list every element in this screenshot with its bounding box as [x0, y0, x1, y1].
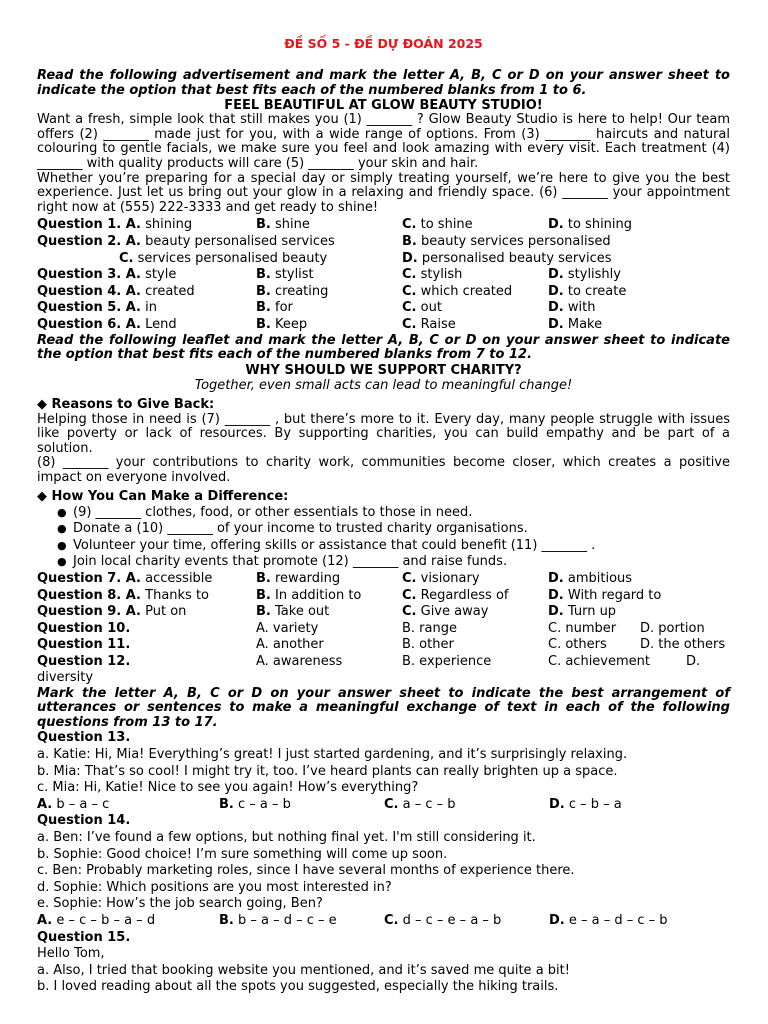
- dialogue-line: c. Mia: Hi, Katie! Nice to see you again! How’s everything?: [37, 780, 419, 796]
- option-b: rewarding: [275, 571, 341, 587]
- option-d: to shining: [567, 217, 633, 233]
- option-c: to shine: [420, 217, 473, 233]
- dialogue-line: a. Katie: Hi, Mia! Everything’s great! I just started gardening, and it’s surprisingly relaxing.: [37, 746, 628, 762]
- option-b: B. range: [402, 620, 457, 636]
- option-a: in: [145, 300, 157, 316]
- exam-page: [37, 30, 730, 996]
- option-a: style: [145, 267, 177, 283]
- dialogue-line: c. Ben: Probably marketing roles, since I have several months of experience there.: [37, 863, 575, 879]
- option-d: With regard to: [567, 587, 662, 603]
- option-b: creating: [275, 283, 329, 299]
- option-d-continued: diversity: [37, 669, 94, 685]
- option-d: Make: [567, 316, 603, 332]
- how-heading: ◆ How You Can Make a Difference:: [37, 488, 289, 504]
- option-c: a – c – b: [402, 796, 456, 812]
- option-d: with: [567, 300, 596, 316]
- exam-title: ĐỀ SỐ 5 - ĐỀ DỰ ĐOÁN 2025: [284, 36, 483, 51]
- dialogue-line: d. Sophie: Which positions are you most interested in?: [37, 879, 392, 895]
- option-c: C. number: [548, 620, 617, 636]
- list-item: ● (9) _______ clothes, food, or other essentials to those in need.: [57, 505, 730, 522]
- question-label: Question 1. A.: [37, 217, 141, 233]
- option-a: Lend: [145, 316, 177, 332]
- dialogue-line: b. Mia: That’s so cool! I might try it, too. I’ve heard plants can really brighten up a space.: [37, 763, 618, 779]
- question-10: Question 10. A. variety B. range C. number D. portion: [37, 620, 705, 636]
- reasons-paragraph-1: Helping those in need is (7) _______ , but there’s more to it. Every day, many people struggle with issues like poverty or lack of resources. By supporting charities, you can build empathy and be part of a solution.: [37, 411, 730, 456]
- question-13-options: A. b – a – c B. c – a – b C. a – c – b D. c – b – a: [37, 796, 622, 812]
- question-5: Question 5. A. in B. for C. out D. with: [37, 300, 596, 316]
- question-6: Question 6. A. Lend B. Keep C. Raise D. Make: [37, 316, 603, 332]
- question-15-title: Question 15.: [37, 929, 131, 945]
- part1-heading: FEEL BEAUTIFUL AT GLOW BEAUTY STUDIO!: [224, 98, 543, 114]
- question-9: Question 9. A. Put on B. Take out C. Give away D. Turn up: [37, 604, 617, 620]
- option-a: A. awareness: [256, 654, 343, 669]
- question-4: Question 4. A. created B. creating C. which created D. to create: [37, 283, 627, 299]
- option-a: shining: [145, 217, 193, 233]
- option-a: A. variety: [256, 620, 319, 636]
- dialogue-line: e. Sophie: How’s the job search going, Ben?: [37, 896, 323, 912]
- option-a: created: [145, 283, 195, 299]
- option-a: b – a – c: [56, 796, 110, 812]
- reasons-heading: ◆ Reasons to Give Back:: [37, 396, 215, 412]
- letter-line: b. I loved reading about all the spots you suggested, especially the hiking trails.: [37, 979, 559, 995]
- reasons-paragraph-2: (8) _______ your contributions to charity work, communities become closer, which creates a positive impact on everyone involved.: [37, 455, 730, 486]
- question-12: Question 12. A. awareness B. experience C. achievement D.: [37, 654, 701, 669]
- option-c: stylish: [420, 267, 463, 283]
- part1-paragraph-2: Whether you’re preparing for a special day or simply treating yourself, we’re here to give you the best experience. Just let us bring out your glow in a relaxing and friendly space. (6) _______ your appointment right now at (555) 222-3333 and get ready to shine!: [37, 170, 730, 215]
- option-c: out: [420, 300, 442, 316]
- option-b: In addition to: [275, 587, 362, 603]
- option-b: stylist: [275, 267, 314, 283]
- dialogue-line: a. Ben: I’ve found a few options, but nothing final yet. I'm still considering it.: [37, 829, 536, 845]
- option-d: D.: [686, 654, 701, 669]
- option-a: beauty personalised services: [145, 233, 335, 249]
- option-d: D. portion: [640, 620, 705, 636]
- option-b: Take out: [275, 604, 330, 620]
- option-d: ambitious: [567, 571, 633, 587]
- question-13-title: Question 13.: [37, 730, 131, 746]
- option-d: D. the others: [640, 637, 726, 653]
- option-d: e – a – d – c – b: [568, 912, 668, 928]
- option-c: visionary: [420, 571, 480, 587]
- question-label: Question 2. A.: [37, 233, 141, 249]
- question-7: Question 7. A. accessible B. rewarding C. visionary D. ambitious: [37, 571, 633, 587]
- part2-instruction: Read the following leaflet and mark the letter A, B, C or D on your answer sheet to indicate the option that best fits each of the numbered blanks from 7 to 12.: [37, 332, 730, 363]
- option-b: shine: [275, 217, 310, 233]
- question-14-title: Question 14.: [37, 813, 131, 829]
- list-item: ● Join local charity events that promote (12) _______ and raise funds.: [57, 554, 730, 571]
- question-14-options: A. e – c – b – a – d B. b – a – d – c – e C. d – c – e – a – b D. e – a – d – c – b: [37, 912, 668, 928]
- letter-line: Hello Tom,: [37, 946, 105, 962]
- option-b: beauty services personalised: [421, 233, 611, 249]
- option-a: accessible: [145, 571, 213, 587]
- option-c: which created: [420, 283, 513, 299]
- part1-instruction: Read the following advertisement and mark the letter A, B, C or D on your answer sheet to indicate the option that best fits each of the numbered blanks from 1 to 6.: [37, 68, 730, 98]
- option-a: Thanks to: [145, 587, 210, 603]
- option-b: B. experience: [402, 654, 492, 669]
- list-item: ● Donate a (10) _______ of your income to trusted charity organisations.: [57, 521, 730, 538]
- option-b: c – a – b: [238, 796, 291, 812]
- option-a: e – c – b – a – d: [56, 912, 156, 928]
- option-c: services personalised beauty: [137, 250, 328, 266]
- letter-line: a. Also, I tried that booking website you mentioned, and it’s saved me quite a bit!: [37, 962, 570, 978]
- list-item: ● Volunteer your time, offering skills or assistance that could benefit (11) _______ .: [57, 538, 730, 555]
- question-11: Question 11. A. another B. other C. others D. the others: [37, 637, 726, 653]
- option-c: d – c – e – a – b: [402, 912, 502, 928]
- part2-subtitle: Together, even small acts can lead to meaningful change!: [194, 377, 573, 393]
- option-a: Put on: [145, 604, 187, 620]
- question-1: Question 1. A. shining B. shine C. to shine D. to shining: [37, 217, 633, 233]
- question-2: Question 2. A. beauty personalised services B. beauty services personalised: [37, 233, 611, 249]
- option-b: Keep: [275, 316, 308, 332]
- option-d: Turn up: [567, 604, 617, 620]
- part2-heading: WHY SHOULD WE SUPPORT CHARITY?: [245, 362, 522, 378]
- option-d: to create: [567, 283, 627, 299]
- option-a: A. another: [256, 637, 324, 653]
- question-2-cont: C. services personalised beauty D. personalised beauty services: [119, 250, 612, 266]
- question-3: Question 3. A. style B. stylist C. stylish D. stylishly: [37, 267, 621, 283]
- option-b: b – a – d – c – e: [238, 912, 337, 928]
- part1-paragraph-1: Want a fresh, simple look that still makes you (1) _______ ? Glow Beauty Studio is here to help! Our team offers (2) _______ made just for you, with a wide range of options. From (3) _______ haircuts and natural colouring to gentle facials, we make sure you feel and look amazing with every visit. Each treatment (4) _______ with quality products will care (5) _______ your skin and hair.: [37, 112, 730, 171]
- part3-instruction: Mark the letter A, B, C or D on your answer sheet to indicate the best arrangement of utterances or sentences to make a meaningful exchange of text in each of the following questions from 13 to 17.: [37, 685, 730, 730]
- option-b: for: [275, 300, 293, 316]
- option-c: C. others: [548, 637, 607, 653]
- option-b: B. other: [402, 637, 454, 653]
- option-d: stylishly: [567, 267, 621, 283]
- option-d: c – b – a: [568, 796, 622, 812]
- option-c: Give away: [420, 604, 489, 620]
- how-list: [37, 505, 730, 571]
- question-8: Question 8. A. Thanks to B. In addition to C. Regardless of D. With regard to: [37, 587, 662, 603]
- option-d: personalised beauty services: [421, 250, 612, 266]
- option-c: Raise: [420, 316, 456, 332]
- option-c: Regardless of: [420, 587, 509, 603]
- dialogue-line: b. Sophie: Good choice! I’m sure something will come up soon.: [37, 846, 448, 862]
- option-c: C. achievement: [548, 654, 650, 669]
